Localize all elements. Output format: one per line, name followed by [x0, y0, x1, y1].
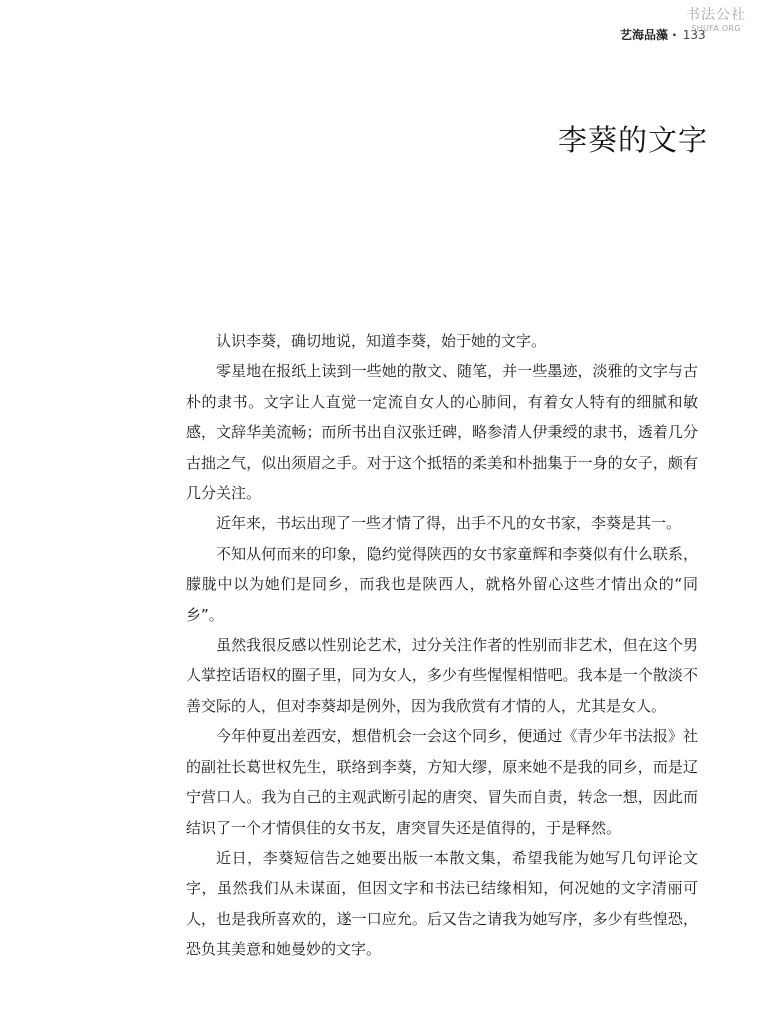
paragraph: 认识李葵，确切地说，知道李葵，始于她的文字。 [216, 332, 547, 350]
article-body [186, 326, 698, 965]
paragraph: 零星地在报纸上读到一些她的散文、随笔，并一些墨迹，淡雅的文字与古朴的隶书。文字让人直觉一定流自女人的心肺间，有着女人特有的细腻和敏感，文辞华美流畅；而所书出自汉张迁碑，略参清人伊秉绶的隶书，透着几分古拙之气，似出须眉之手。对于这个抵牾的柔美和朴拙集于一身的女子，颇有几分关注。 [186, 362, 698, 503]
paragraph: 近年来，书坛出现了一些才情了得，出手不凡的女书家，李葵是其一。 [216, 514, 682, 533]
paragraph: 不知从何而来的印象，隐约觉得陕西的女书家童辉和李葵似有什么联系，朦胧中以为她们是同乡，而我也是陕西人，就格外留心这些才情出众的“同乡”。 [186, 544, 698, 624]
page-number: 133 [682, 28, 706, 42]
watermark-logo-text: 书法公社 [686, 7, 746, 23]
paragraph: 今年仲夏出差西安，想借机会一会这个同乡，便通过《青少年书法报》社的副社长葛世权先生，联络到李葵，方知大缪，原来她不是我的同乡，而是辽宁营口人。我为自己的主观武断引起的唐突、冒失而自责，转念一想，因此而结识了一个才情俱佳的女书友，唐突冒失还是值得的，于是释然。 [186, 727, 698, 837]
paragraph: 虽然我很反感以性别论艺术，过分关注作者的性别而非艺术，但在这个男人掌控话语权的圈子里，同为女人，多少有些惺惺相惜吧。我本是一个散淡不善交际的人，但对李葵却是例外，因为我欣赏有才情的人，尤其是女人。 [186, 636, 698, 715]
running-title: 艺海品藻 · [620, 28, 677, 42]
watermark-url: SHUFA.ORG [691, 24, 741, 33]
article-title: 李葵的文字 [557, 123, 708, 157]
site-watermark [678, 6, 754, 46]
paragraph: 近日，李葵短信告之她要出版一本散文集，希望我能为她写几句评论文字，虽然我们从未谋面，但因文字和书法已结缘相知，何况她的文字清丽可人，也是我所喜欢的，遂一口应允。后又告之请我为她写序，多少有些惶恐，恐负其美意和她曼妙的文字。 [186, 848, 698, 959]
